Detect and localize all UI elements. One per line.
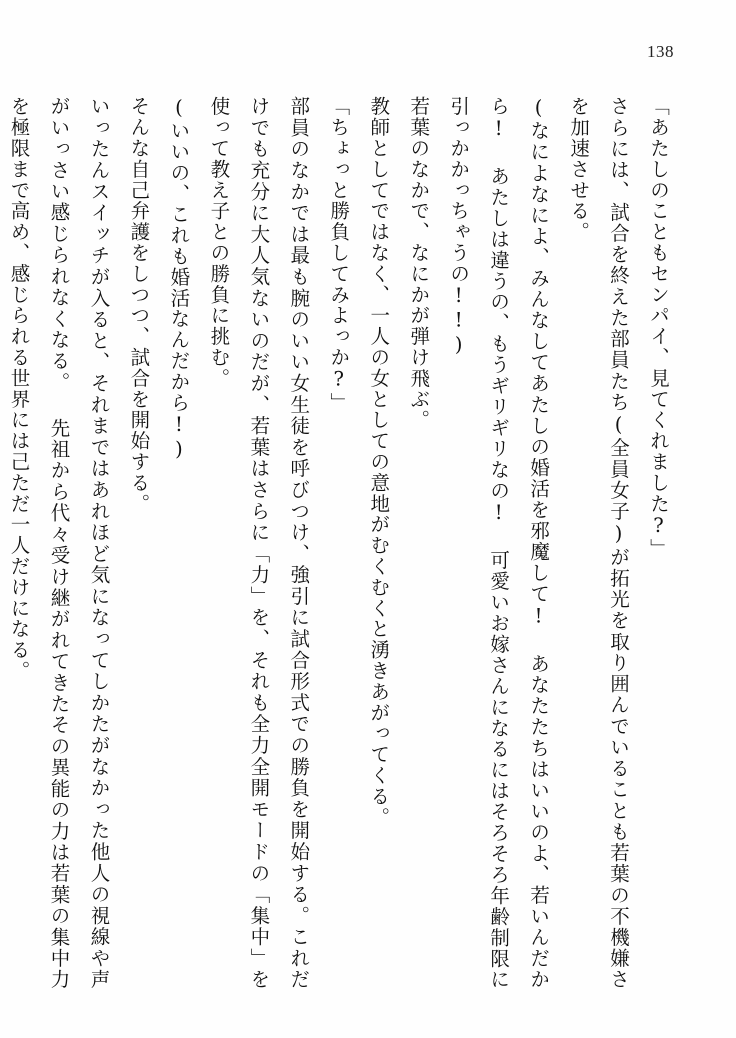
paragraph: さらには、試合を終えた部員たち(全員女子)が拓光を取り囲んでいることも若葉の不機嫌さを加速させる。 [567, 96, 631, 990]
paragraph: そんな自己弁護をしつつ、試合を開始する。 [127, 96, 151, 514]
paragraph: 「ちょっと勝負してみよっか?」 [327, 96, 351, 413]
paragraph: (いいの、これも婚活なんだから!) [167, 96, 191, 462]
page-body-text [7, 96, 678, 990]
paragraph: 部員のなかでは最も腕のいい女生徒を呼びつけ、強引に試合形式での勝負を開始する。これだけでも充分に大人気ないのだが、若葉はさらに「力」を、それも全力全開モードの「集中」を使って教え子との勝負に挑む。 [207, 96, 311, 990]
page-number: 138 [647, 42, 674, 61]
paragraph: いったんスイッチが入ると、それまではあれほど気になってしかたがなかった他人の視線や声がいっさい感じられなくなる。 先祖から代々受け継がれてきたその異能の力は若葉の集中力を極限まで高め、感じられる世界には己ただ一人だけになる。 [7, 96, 111, 990]
paragraph: 若葉のなかで、なにかが弾け飛ぶ。 [407, 96, 431, 431]
paragraph: (なによなによ、みんなしてあたしの婚活を邪魔して! あなたたちはいいのよ、若いんだから! あたしは違うの、もうギリギリなの! 可愛いお嫁さんになるにはそろそろ年齢制限に引っかかっちゃうの!!) [447, 96, 551, 990]
paragraph: 「あたしのこともセンパイ、見てくれました?」 [647, 96, 670, 560]
paragraph: 教師としてではなく、一人の女としての意地がむくむくと湧きあがってくる。 [367, 96, 391, 828]
